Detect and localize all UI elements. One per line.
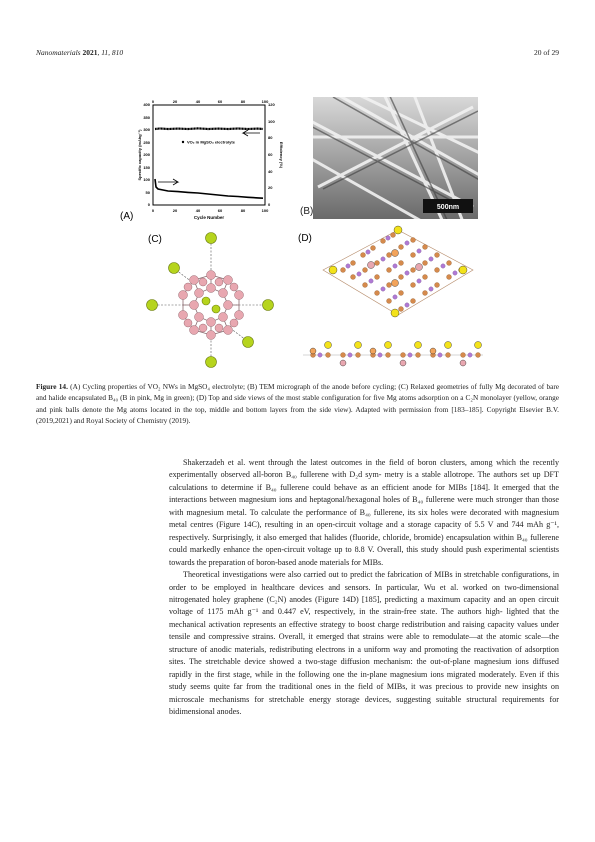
body-text: [169, 457, 559, 719]
panel-b-label: (B): [300, 206, 314, 217]
svg-text:200: 200: [143, 152, 150, 157]
svg-text:100: 100: [261, 99, 269, 104]
paragraph-1: Shakerzadeh et al. went through the latest outcomes in the field of boron clusters, among which the recently experimentally observed all-boron B₄₀ fullerene with D₂d sym- metry is a stable allotrope. The authors set up DFT calculations to determine if B₄₀ fullerene could behave as an efficient anode for MIBs [184]. It emerged that the interactions between magnesium ions and heptagonal/hexagonal holes of B₄₀ fullerene were much stronger than those with magnesium metal. To calculate the performance of B₄₀ fullerene, its six holes were decorated with magnesium metal centres (Figure 14C), resulting in an open-circuit voltage and a storage capacity of 5.5 V and 744 mAh g⁻¹, respectively. Surprisingly, it also emerged that halides (fluoride, chloride, bromide) encapsulation within B₄₀ fullerene could markedly enhance the open-circuit voltage up to 8.8 V. Overall, this study should push experimental scientists towards the preparation of boron-based anode materials for MIBs.: [169, 458, 560, 567]
svg-text:100: 100: [268, 119, 275, 124]
svg-text:20: 20: [172, 99, 178, 104]
caption-line: from [183–185]. Copyright Elsevier B.V. (2019,2021) and Royal Society of Chemistry (2019).: [36, 404, 559, 425]
paragraph-2: Theoretical investigations were also carried out to predict the fabrication of MIBs in stretchable configurations, in order to be employed in healthcare devices and sensors. In particular, Wu et al. worked on two-dimensional nitrogenated holey graphene (C₂N) anodes (Figure 14D) [185], predicting a maximum capacity and an open circuit voltage of 1175 mAh g⁻¹ and 0.447 eV, respectively, in the strain-free state. The authors high- lighted that the mechanical activation represents an effective strategy to boost charge redistribution and raising capacity values under tensile and compressive strains. Overall, it emerged that strains were able to remodulate—at the atomic scale—the structure of anodic materials, redistributing electrons in a uniform way and promoting the reactivation of adsorption sites. The stretchable device showed a two-stage diffusion mechanism: the out-of-plane magnesium ions diffused rapidly in the first stage, while in the following one the in-plane magnesium ions migrated moderately. Even if this study seems quite far from the traditional ones in the field of MIBs, it was precious to provide new insights on microscale mechanisms for stretchable energy storage devices, suggesting suitable structural requirements for bidimensional anodes.: [169, 570, 560, 717]
figure-14: [108, 95, 484, 375]
panel-b-tem-image: [313, 97, 478, 219]
svg-text:0: 0: [147, 202, 150, 207]
caption-line: (C) Relaxed geometries of fully Mg decorated of bare and halide encapsulated B₄₀ (B in pink, Mg in green); (D) Top and: [36, 382, 559, 403]
svg-text:100: 100: [143, 177, 150, 182]
panel-d-label: (D): [298, 233, 312, 244]
svg-text:350: 350: [143, 115, 150, 120]
page-header: [36, 48, 559, 60]
svg-text:20: 20: [172, 208, 178, 213]
panel-a-y-label: Specific capacity (mAhg⁻¹): [137, 129, 142, 181]
svg-text:100: 100: [261, 208, 269, 213]
svg-text:0: 0: [268, 202, 271, 207]
svg-text:40: 40: [268, 169, 273, 174]
svg-text:80: 80: [240, 99, 246, 104]
svg-text:40: 40: [195, 99, 201, 104]
svg-text:60: 60: [217, 208, 223, 213]
svg-text:300: 300: [143, 127, 150, 132]
svg-text:0: 0: [151, 99, 155, 104]
svg-text:60: 60: [217, 99, 223, 104]
caption-label: Figure 14.: [36, 382, 68, 391]
svg-text:120: 120: [268, 102, 275, 107]
panel-c-b40-structure: [108, 230, 308, 375]
journal-citation: Nanomaterials 2021, 11, 810: [36, 48, 124, 57]
svg-text:80: 80: [240, 208, 246, 213]
svg-text:80: 80: [268, 135, 273, 140]
svg-text:40: 40: [195, 208, 201, 213]
panel-a-x-label: Cycle Number: [193, 215, 225, 220]
page-number: 20 of 29: [534, 48, 559, 57]
caption-line: (A) Cycling properties of VO₂ NWs in MgSO₄ electrolyte; (B) TEM micrograph of the anode before cycling;: [70, 382, 397, 391]
caption-line: balls denote the Mg atoms located in the top, middle and bottom layers from the side view). Adapted with permission: [65, 404, 432, 414]
caption-line: side views of the most stable configuration for five Mg atoms adsorption on a C₂N monolayer (yellow, orange and pink: [36, 393, 559, 414]
svg-text:400: 400: [143, 102, 150, 107]
svg-text:0: 0: [151, 208, 155, 213]
scale-bar-label: 500nm: [436, 204, 460, 211]
figure-caption: [36, 381, 559, 426]
panel-a-chart: [108, 95, 308, 225]
svg-text:150: 150: [143, 165, 150, 170]
svg-text:60: 60: [268, 152, 273, 157]
panel-a-y2-label: Efficiency (%): [279, 141, 284, 169]
svg-text:250: 250: [143, 140, 150, 145]
panel-c-label: (C): [148, 234, 162, 245]
panel-d-c2n-structure: [293, 225, 488, 375]
svg-text:50: 50: [145, 190, 150, 195]
panel-a-label: (A): [120, 211, 134, 222]
svg-text:20: 20: [268, 185, 273, 190]
panel-a-legend: VO₂ in MgSO₄ electrolyte: [187, 139, 235, 145]
